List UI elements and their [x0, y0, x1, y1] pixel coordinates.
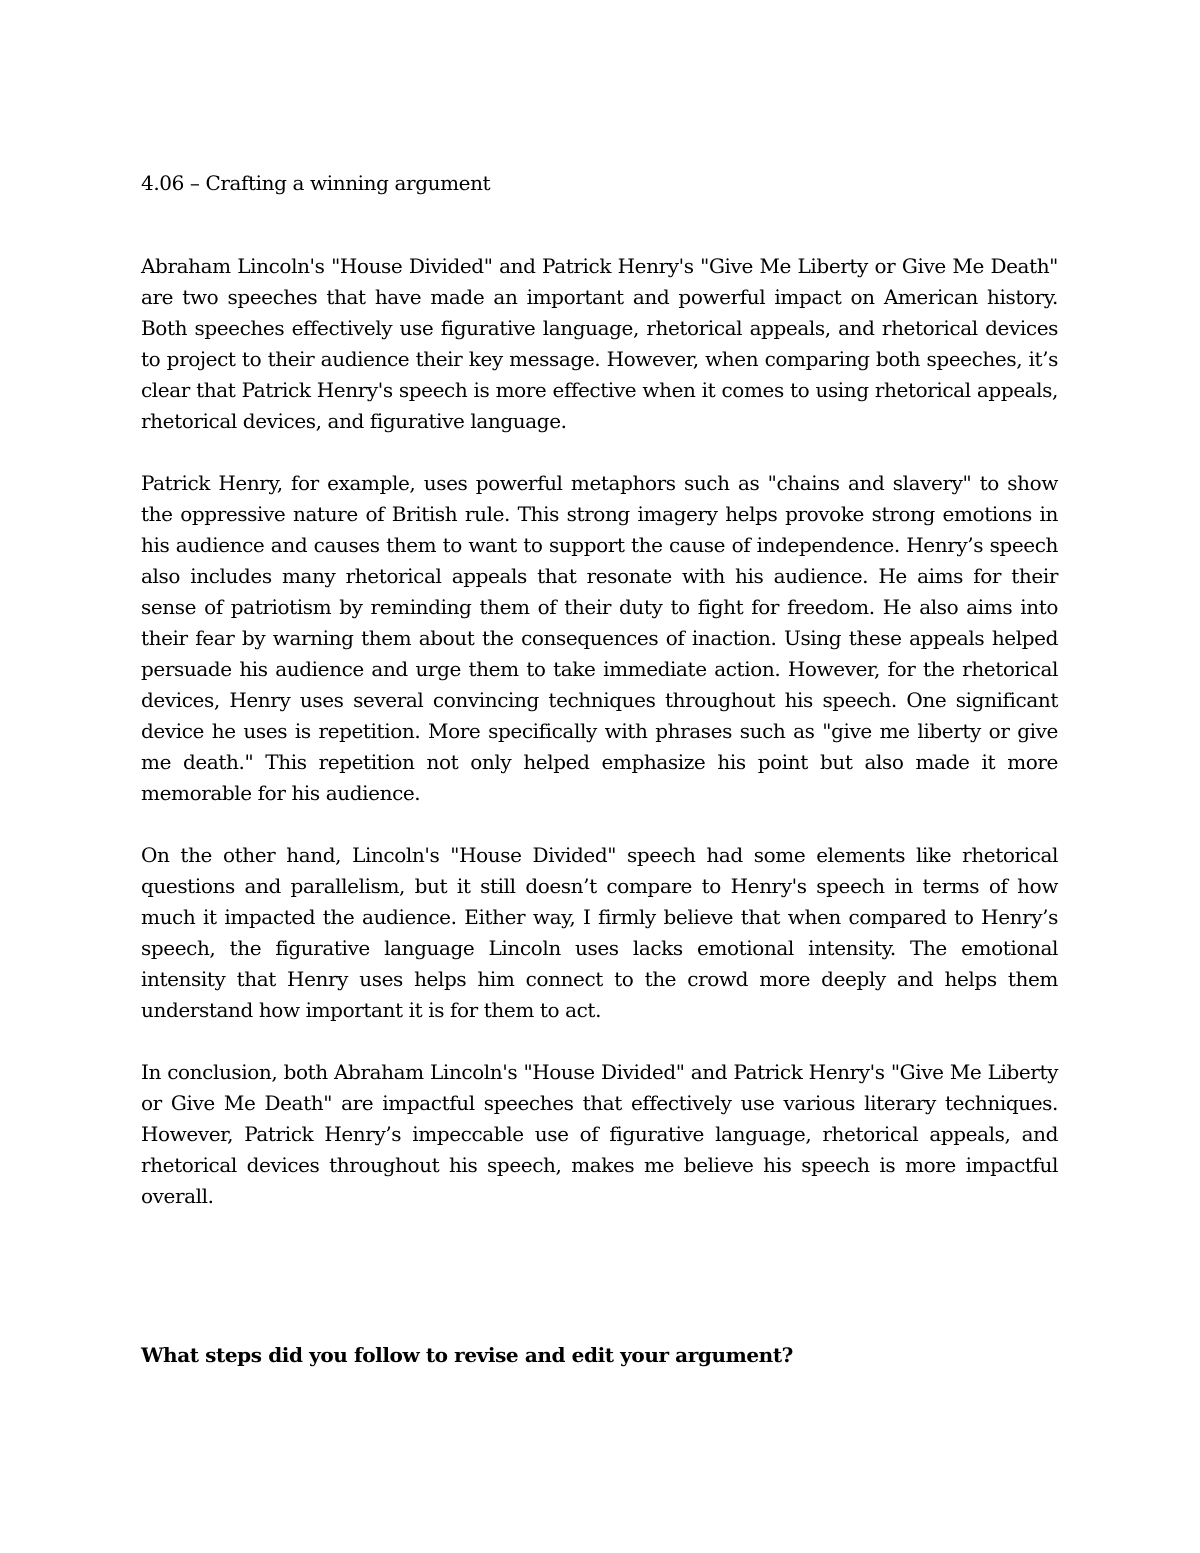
paragraph-lincoln-analysis: On the other hand, Lincoln's "House Divided" speech had some elements like rhetorical questions and parallelism, but it still doesn’t compare to Henry's speech in terms of how much it impacted the audience. Either way, I firmly believe that when compared to Henry’s speech, the figurative language Lincoln uses lacks emotional intensity. The emotional intensity that Henry uses helps him connect to the crowd more deeply and helps them understand how important it is for them to act. — [141, 843, 1058, 1022]
paragraph-conclusion: In conclusion, both Abraham Lincoln's "House Divided" and Patrick Henry's "Give Me Liberty or Give Me Death" are impactful speeches that effectively use various literary techniques. However, Patrick Henry’s impeccable use of figurative language, rhetorical appeals, and rhetorical devices throughout his speech, makes me believe his speech is more impactful overall. — [141, 1060, 1058, 1208]
document-body — [141, 168, 1058, 1212]
paragraph-henry-analysis: Patrick Henry, for example, uses powerful metaphors such as "chains and slavery" to show the oppressive nature of British rule. This strong imagery helps provoke strong emotions in his audience and causes them to want to support the cause of independence. Henry’s speech also includes many rhetorical appeals that resonate with his audience. He aims for their sense of patriotism by reminding them of their duty to fight for freedom. He also aims into their fear by warning them about the consequences of inaction. Using these appeals helped persuade his audience and urge them to take immediate action. However, for the rhetorical devices, Henry uses several convincing techniques throughout his speech. One significant device he uses is repetition. More specifically with phrases such as "give me liberty or give me death." This repetition not only helped emphasize his point but also made it more memorable for his audience. — [141, 471, 1058, 805]
document-title: 4.06 – Crafting a winning argument — [141, 171, 491, 195]
reflection-question: What steps did you follow to revise and edit your argument? — [141, 1343, 793, 1367]
paragraph-introduction: Abraham Lincoln's "House Divided" and Patrick Henry's "Give Me Liberty or Give Me Death" are two speeches that have made an important and powerful impact on American history. Both speeches effectively use figurative language, rhetorical appeals, and rhetorical devices to project to their audience their key message. However, when comparing both speeches, it’s clear that Patrick Henry's speech is more effective when it comes to using rhetorical appeals, rhetorical devices, and figurative language. — [141, 254, 1058, 433]
